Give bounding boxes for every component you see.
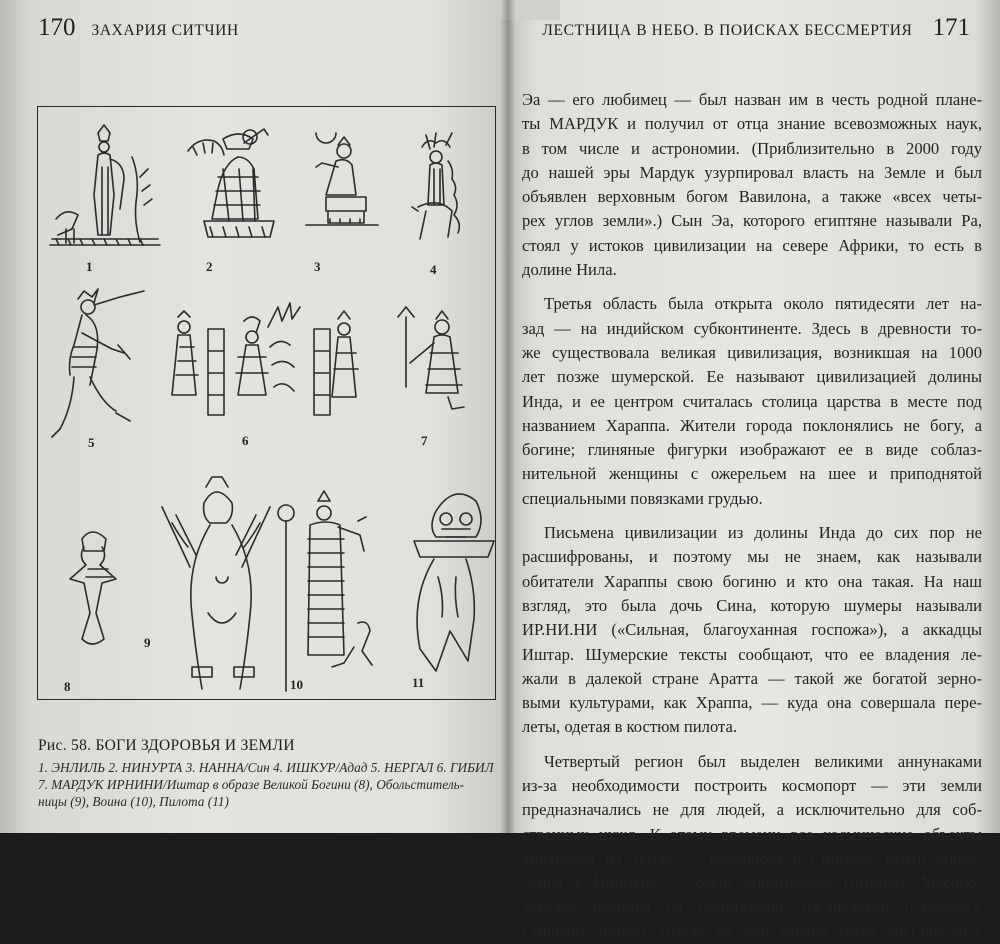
text-line: расшифрованы, и поэтому мы не знаем, как называли: [522, 547, 982, 567]
text-line: же существовала великая цивилизация, возникшая на 1000: [522, 342, 982, 362]
caption-line: ницы (9), Воина (10), Пилота (11): [38, 794, 229, 809]
drawing-5-nergal: [52, 289, 144, 437]
right-page-body-text: [522, 88, 982, 944]
figure-caption-body: [38, 759, 503, 810]
figure-number-1: 1: [86, 259, 93, 274]
figure-number-11: 11: [412, 675, 425, 690]
text-line: Эа — его любимец — был назван им в честь родной плане-: [522, 90, 982, 109]
figure-number-2: 2: [206, 259, 213, 274]
text-line: ИР.НИ.НИ («Сильная, благоуханная госпожа»), а аккадцы: [522, 620, 982, 640]
figure-number-7: 7: [421, 433, 428, 448]
figure-caption-title: Рис. 58. БОГИ ЗДОРОВЬЯ И ЗЕМЛИ: [38, 737, 295, 754]
text-line: долине Нила.: [522, 260, 617, 280]
text-line: названием Хараппа. Жители города поклонялись не богу, а: [522, 415, 982, 435]
text-line: рех углов земли».) Сын Эа, которого египтяне называли Ра,: [522, 211, 982, 231]
text-line: взгляд, это была дочь Сина, которую шумеры называли: [522, 595, 982, 615]
figure-number-10: 10: [290, 677, 303, 692]
text-line: из-за необходимости построить космопорт — эти земли: [522, 776, 982, 796]
drawing-2-ninurta: [188, 129, 274, 237]
drawing-11-pilot: [414, 494, 494, 671]
text-line: в том числе и астрономии. (Приблизительно в 2000 году: [522, 138, 982, 158]
text-line: леты, одетая в костюм пилота.: [522, 717, 738, 737]
figure-illustration: [37, 106, 496, 700]
figure-number-4: 4: [430, 262, 437, 277]
figure-number-9: 9: [144, 635, 151, 650]
text-line: объявлен верховным богом Вавилона, а также «всех четы-: [522, 187, 982, 207]
text-line: тамская равнина на протяжении тысячелетий оставалась: [522, 897, 982, 917]
text-line: Иштар. Шумерские тексты сообщают, что ее владения ле-: [522, 644, 982, 664]
text-line: Инда, и ее центром считалась столица царства в месте под: [522, 391, 982, 411]
drawing-6-gibil: [172, 303, 358, 415]
text-line: слишком топкой, чтобы на ней можно было восстановить: [522, 921, 982, 941]
text-line: лет позже шумерской. Ее называют цивилизацией долины: [522, 367, 982, 387]
text-line: Письмена цивилизации из долины Инда до сих пор не: [544, 523, 982, 543]
figure-number-8: 8: [64, 679, 71, 694]
left-running-head: [38, 14, 239, 42]
text-line: выми культурами, как Храппа, — куда она совершала пере-: [522, 693, 982, 713]
drawing-4-ishkur: [412, 133, 459, 239]
book-spine-shadow: [500, 0, 516, 833]
text-line: Четвертый регион был выделен великими аннунаками: [544, 751, 982, 771]
caption-line: 7. МАРДУК ИРНИНИ/Иштар в образе Великой Богини (8), Обольститель-: [38, 777, 465, 792]
text-line: ты МАРДУК и получил от отца знание всевозможных наук,: [522, 114, 982, 134]
text-line: аннунаков на Земле — космопорт в Сиппаре, центр управ-: [522, 848, 982, 868]
right-page-number: 171: [932, 14, 970, 41]
text-line: стоял у истоков цивилизации на севере Африки, то есть в: [522, 235, 982, 255]
right-running-title: ЛЕСТНИЦА В НЕБО. В ПОИСКАХ БЕССМЕРТИЯ: [542, 22, 913, 39]
text-line: нительной женщины с ожерельем на шее и приподнятой: [522, 464, 982, 484]
drawing-9-seductress: [162, 477, 270, 689]
text-line: до нашей эры Мардук узурпировал власть на Земле и был: [522, 162, 982, 182]
figure-number-3: 3: [314, 259, 321, 274]
text-line: Третья область была открыта около пятидесяти лет на-: [544, 294, 982, 314]
text-line: обитатели Хараппы свою богиню и кто она такая. На наш: [522, 571, 982, 591]
text-line: ления в Ниппуре — были уничтожены Потопом. Месопо-: [522, 873, 982, 893]
left-running-title: ЗАХАРИЯ СИТЧИН: [91, 22, 239, 39]
drawing-1-enlil: [50, 125, 160, 245]
figure-number-6: 6: [242, 433, 249, 448]
caption-line: 1. ЭНЛИЛЬ 2. НИНУРТА 3. НАННА/Син 4. ИШКУР/Адад 5. НЕРГАЛ 6. ГИБИЛ: [38, 760, 494, 775]
text-line: зад — на индийском субконтиненте. Здесь в древности то-: [522, 318, 982, 338]
left-page-number: 170: [38, 14, 76, 41]
text-line: специальными повязками грудью.: [522, 488, 763, 508]
text-line: ственных нужд. К этому времени все космические объекты: [522, 824, 982, 844]
text-line: жали в далекой стране Аратта — такой же богатой зерно-: [522, 668, 982, 688]
figure-drawings: [38, 107, 497, 701]
drawing-7-marduk: [398, 307, 464, 409]
figure-number-5: 5: [88, 435, 95, 450]
left-page: [0, 0, 508, 833]
right-running-head: [542, 14, 970, 42]
drawing-3-nanna: [306, 133, 378, 225]
drawing-10-warrior: [278, 491, 372, 691]
text-line: богине; глиняные фигурки изображают ее в виде соблаз-: [522, 440, 982, 460]
drawing-8-great-goddess: [70, 532, 116, 644]
text-line: предназначались не для людей, а исключительно для соб-: [522, 800, 982, 820]
